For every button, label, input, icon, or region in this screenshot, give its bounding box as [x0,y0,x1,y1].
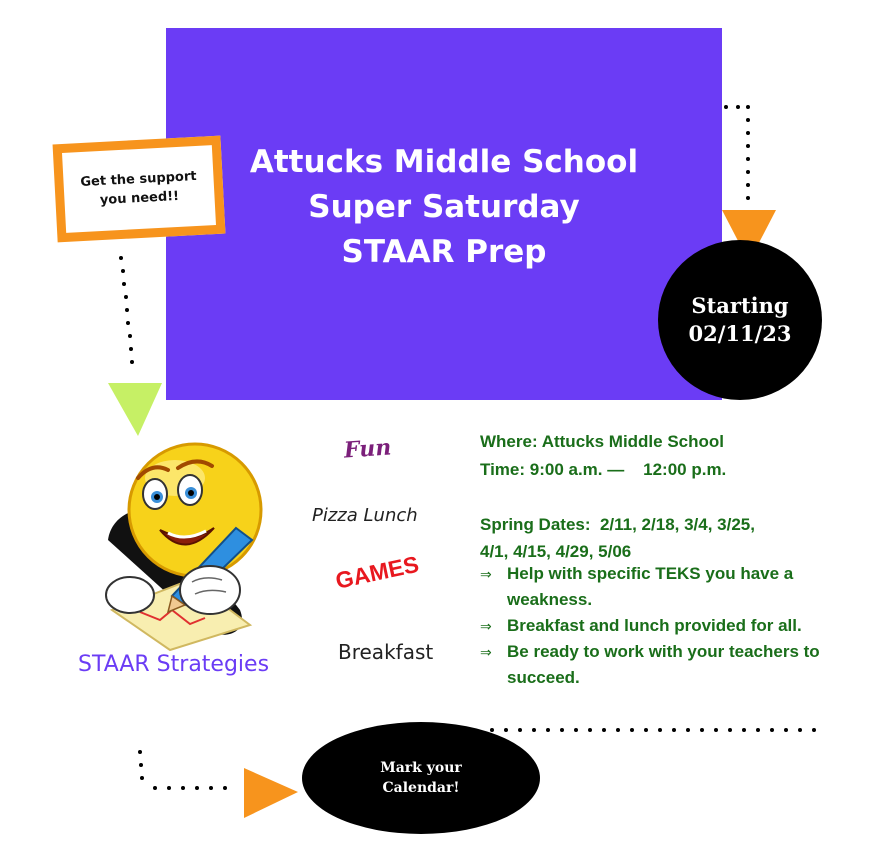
bullet-item: ⇒ Help with specific TEKS you have a weakness. [480,561,830,613]
banner-title-line2: Super Saturday [308,189,580,225]
activity-games: GAMES [333,550,422,594]
banner-title-line3: STAAR Prep [341,234,547,270]
bullet-item: ⇒ Breakfast and lunch provided for all. [480,613,830,639]
start-circle-line1: Starting [691,293,789,318]
banner-title-line1: Attucks Middle School [249,144,639,180]
bullet-arrow-icon: ⇒ [480,618,492,634]
bullet-arrow-icon: ⇒ [480,644,492,660]
spring-dates-line2: 4/1, 4/15, 4/29, 5/06 [480,542,632,561]
info-where: Where: Attucks Middle School [480,432,725,451]
smiley-pencil-icon [106,444,261,650]
support-note-line1: Get the support [80,168,197,191]
mark-circle-line1: Mark your [380,760,462,776]
activity-pizza-lunch: Pizza Lunch [312,505,418,526]
mark-circle-line2: Calendar! [382,780,460,796]
strategies-label: STAAR Strategies [78,652,270,677]
start-circle-line2: 02/11/23 [688,321,792,346]
arrow-down-lime-icon [108,383,162,436]
support-note [53,136,226,243]
support-note-line2: you need!! [99,188,180,209]
arrow-right-icon [244,768,298,818]
start-date-circle [658,240,822,400]
activity-breakfast: Breakfast [338,640,434,664]
bullet-arrow-icon: ⇒ [480,566,492,582]
dotted-line-bottom-right [490,728,816,732]
bullet-item: ⇒ Be ready to work with your teachers to succeed. [480,639,830,691]
dotted-path-left [119,256,134,364]
dotted-path-bottom-left [138,750,227,790]
spring-dates-line1: Spring Dates: 2/11, 2/18, 3/4, 3/25, [480,515,755,534]
activity-fun: Fun [343,434,393,464]
mark-calendar-circle [302,722,540,834]
info-bullets [480,561,830,691]
info-time: Time: 9:00 a.m. — 12:00 p.m. [480,460,727,479]
banner-title [166,140,722,275]
info-spring-dates [480,511,840,565]
